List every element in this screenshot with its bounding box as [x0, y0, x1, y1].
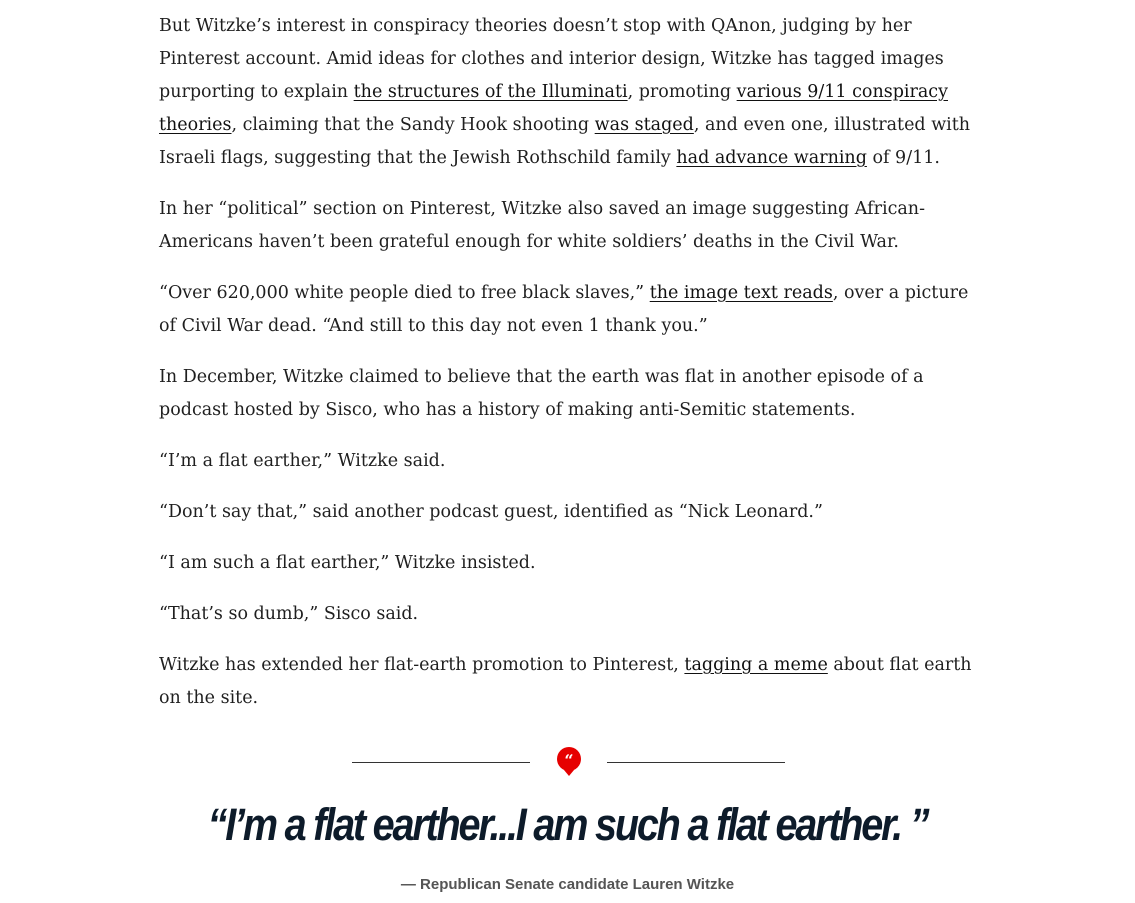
paragraph-text: “Over 620,000 white people died to free black slaves,”: [159, 283, 650, 303]
inline-link[interactable]: had advance warning: [676, 148, 867, 168]
pull-quote: [0, 740, 1135, 893]
paragraph-text: , promoting: [627, 82, 737, 102]
article-paragraph: [159, 277, 979, 343]
article-paragraph: [159, 598, 979, 631]
inline-link[interactable]: various 9/11 conspiracy theories: [159, 82, 948, 135]
paragraph-text: “I am such a flat earther,” Witzke insisted.: [159, 553, 536, 573]
divider-line-left: [352, 762, 530, 763]
paragraph-text: “That’s so dumb,” Sisco said.: [159, 604, 419, 624]
article-paragraph: [159, 10, 979, 175]
quote-icon: [555, 746, 583, 780]
divider-line-right: [607, 762, 785, 763]
quote-glyph: “: [564, 751, 574, 770]
pull-quote-attribution: — Republican Senate candidate Lauren Witzke: [400, 876, 735, 893]
pull-quote-text: “I’m a flat earther...I am such a flat earther. ”: [207, 799, 928, 850]
paragraph-text: Witzke has extended her flat-earth promotion to Pinterest,: [159, 655, 685, 675]
article-body: [159, 10, 979, 733]
inline-link[interactable]: tagging a meme: [684, 655, 828, 675]
article-paragraph: [159, 649, 979, 715]
article-paragraph: [159, 496, 979, 529]
paragraph-text: But Witzke’s interest in conspiracy theories doesn’t stop with QAnon, judging by her Pinterest account. Amid ideas for clothes and interior design, Witzke has tagged images purporting to explain: [159, 16, 944, 102]
paragraph-text: , over a picture of Civil War dead. “And still to this day not even 1 thank you.”: [159, 283, 969, 336]
paragraph-text: about flat earth on the site.: [159, 655, 972, 708]
paragraph-text: “Don’t say that,” said another podcast guest, identified as “Nick Leonard.”: [159, 502, 823, 522]
paragraph-text: “I’m a flat earther,” Witzke said.: [159, 451, 446, 471]
paragraph-text: , and even one, illustrated with Israeli flags, suggesting that the Jewish Rothschild family: [159, 115, 971, 168]
article-paragraph: [159, 547, 979, 580]
article-paragraph: [159, 193, 979, 259]
pull-quote-divider: [0, 740, 1135, 784]
inline-link[interactable]: the structures of the Illuminati: [353, 82, 628, 102]
inline-link[interactable]: the image text reads: [649, 283, 833, 303]
paragraph-text: of 9/11.: [866, 148, 940, 168]
inline-link[interactable]: was staged: [594, 115, 694, 135]
paragraph-text: In December, Witzke claimed to believe that the earth was flat in another episode of a podcast hosted by Sisco, who has a history of making anti-Semitic statements.: [159, 367, 924, 420]
paragraph-text: , claiming that the Sandy Hook shooting: [231, 115, 595, 135]
paragraph-text: In her “political” section on Pinterest, Witzke also saved an image suggesting African-Americans haven’t been grateful enough for white soldiers’ deaths in the Civil War.: [159, 199, 925, 252]
article-paragraph: [159, 361, 979, 427]
article-paragraph: [159, 445, 979, 478]
